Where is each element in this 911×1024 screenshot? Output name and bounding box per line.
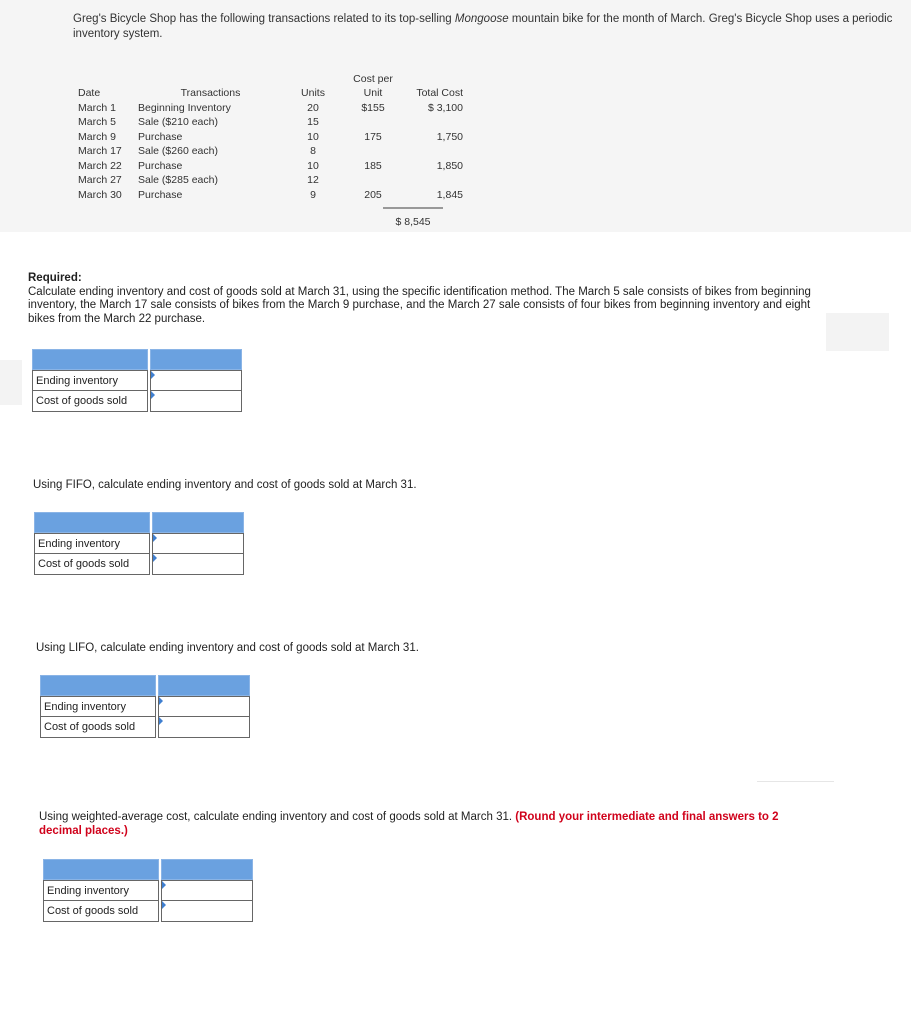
cell-total-cost: 1,850 xyxy=(436,159,463,172)
grid-row-cogs xyxy=(34,554,244,575)
cell-date: March 17 xyxy=(78,145,122,157)
ending-inventory-label: Ending inventory xyxy=(32,370,148,391)
fifo-grid xyxy=(34,512,244,575)
cell-transaction: Purchase xyxy=(138,188,183,201)
cell-date: March 1 xyxy=(78,101,116,114)
grid-header xyxy=(34,512,244,533)
cell-transaction: Beginning Inventory xyxy=(138,101,231,114)
header-unit: Unit xyxy=(363,87,383,99)
fifo-ending-inventory-input[interactable] xyxy=(152,533,244,554)
header-units: Units xyxy=(301,87,325,99)
cogs-label: Cost of goods sold xyxy=(43,901,159,922)
grid-row-ending-inventory xyxy=(32,370,242,391)
grid-row-ending-inventory xyxy=(34,533,244,554)
weighted-average-grid xyxy=(43,859,253,922)
required-title: Required: xyxy=(28,272,82,284)
input-marker-icon xyxy=(162,881,166,889)
required-text: Calculate ending inventory and cost of goods sold at March 31, using the specific identification method. The March 5 sale consists of bikes from beginning inventory, the March 17 sale consists of bikes from the March 9 purchase, and the March 27 sale consists of four bikes from beginning inventory and eight bikes from the March 22 purchase. xyxy=(28,285,811,325)
grid-header xyxy=(43,859,253,880)
ending-inventory-label: Ending inventory xyxy=(43,880,159,901)
required-block xyxy=(28,272,828,326)
cell-cost-per-unit xyxy=(343,114,403,129)
cell-units: 10 xyxy=(307,159,319,172)
fifo-cogs-input[interactable] xyxy=(152,554,244,575)
grid-header xyxy=(32,349,242,370)
cell-units: 8 xyxy=(310,145,316,157)
cell-total-cost xyxy=(403,172,475,187)
cell-units: 9 xyxy=(310,188,316,201)
ending-inventory-label: Ending inventory xyxy=(40,696,156,717)
header-date: Date xyxy=(78,87,101,99)
weighted-average-question xyxy=(39,810,799,838)
specific-id-cogs-input[interactable] xyxy=(150,391,242,412)
cell-cost-per-unit: 175 xyxy=(364,130,382,143)
cogs-label: Cost of goods sold xyxy=(34,554,150,575)
cell-units: 15 xyxy=(307,116,319,128)
table-row xyxy=(78,157,475,172)
table-row xyxy=(78,99,475,114)
cell-date: March 27 xyxy=(78,174,122,186)
input-marker-icon xyxy=(153,534,157,542)
cell-transaction: Purchase xyxy=(138,159,183,172)
cell-transaction: Sale ($260 each) xyxy=(138,145,218,157)
cell-cost-per-unit xyxy=(343,143,403,158)
intro-text-b: mountain bike for the month of March. Greg's Bicycle Shop uses a periodic inventory system. xyxy=(73,13,893,40)
wavg-ending-inventory-input[interactable] xyxy=(161,880,253,901)
cell-total-cost xyxy=(403,143,475,158)
cell-date: March 22 xyxy=(78,159,122,172)
header-total-cost: Total Cost xyxy=(416,87,463,99)
ending-inventory-label: Ending inventory xyxy=(34,533,150,554)
cell-cost-per-unit: 185 xyxy=(364,159,382,172)
table-header-row-1 xyxy=(78,70,475,85)
total-underline xyxy=(383,207,443,209)
problem-intro xyxy=(73,12,893,42)
wavg-text: Using weighted-average cost, calculate ending inventory and cost of goods sold at March 31. xyxy=(39,811,516,823)
grand-total: $ 8,545 xyxy=(395,216,431,228)
wavg-rounding-note: (Round your intermediate and final answers to 2 decimal places.) xyxy=(39,811,779,837)
input-marker-icon xyxy=(162,901,166,909)
cell-transaction: Sale ($285 each) xyxy=(138,174,218,186)
specific-id-grid xyxy=(32,349,242,412)
grid-header xyxy=(40,675,250,696)
input-marker-icon xyxy=(159,697,163,705)
cell-total-cost xyxy=(403,114,475,129)
cell-date: March 5 xyxy=(78,116,116,128)
table-row xyxy=(78,128,475,143)
intro-brand: Mongoose xyxy=(454,13,509,25)
table-row xyxy=(78,186,475,201)
cell-total-cost: 1,750 xyxy=(436,130,463,143)
grid-row-cogs xyxy=(32,391,242,412)
input-marker-icon xyxy=(159,717,163,725)
cell-transaction: Purchase xyxy=(138,130,183,143)
grid-row-cogs xyxy=(40,717,250,738)
wavg-cogs-input[interactable] xyxy=(161,901,253,922)
lifo-grid xyxy=(40,675,250,738)
side-panel xyxy=(0,360,22,405)
cell-units: 20 xyxy=(307,101,319,114)
header-cost-per: Cost per xyxy=(353,72,393,85)
cell-total-cost: 1,845 xyxy=(436,188,463,201)
cell-units: 12 xyxy=(307,174,319,186)
cell-cost-per-unit xyxy=(343,172,403,187)
divider xyxy=(757,781,834,782)
cell-cost-per-unit: $155 xyxy=(361,101,385,114)
header-transactions: Transactions xyxy=(180,87,241,99)
side-panel xyxy=(826,313,889,351)
fifo-question: Using FIFO, calculate ending inventory and cost of goods sold at March 31. xyxy=(33,479,417,491)
lifo-ending-inventory-input[interactable] xyxy=(158,696,250,717)
table-row xyxy=(78,143,475,158)
cell-date: March 30 xyxy=(78,188,122,201)
table-header-row-2 xyxy=(78,85,475,100)
cell-total-cost: $ 3,100 xyxy=(427,101,463,114)
input-marker-icon xyxy=(151,391,155,399)
problem-box xyxy=(0,0,911,232)
cell-units: 10 xyxy=(307,130,319,143)
intro-text-a: Greg's Bicycle Shop has the following transactions related to its top-selling xyxy=(73,13,455,25)
table-row xyxy=(78,172,475,187)
input-marker-icon xyxy=(153,554,157,562)
lifo-question: Using LIFO, calculate ending inventory and cost of goods sold at March 31. xyxy=(36,642,419,654)
table-row xyxy=(78,114,475,129)
cell-date: March 9 xyxy=(78,130,116,143)
cogs-label: Cost of goods sold xyxy=(32,391,148,412)
lifo-cogs-input[interactable] xyxy=(158,717,250,738)
cell-cost-per-unit: 205 xyxy=(364,188,382,201)
grid-row-ending-inventory xyxy=(43,880,253,901)
cogs-label: Cost of goods sold xyxy=(40,717,156,738)
transactions-table xyxy=(78,70,475,201)
grid-row-cogs xyxy=(43,901,253,922)
grid-row-ending-inventory xyxy=(40,696,250,717)
specific-id-ending-inventory-input[interactable] xyxy=(150,370,242,391)
input-marker-icon xyxy=(151,371,155,379)
cell-transaction: Sale ($210 each) xyxy=(138,116,218,128)
